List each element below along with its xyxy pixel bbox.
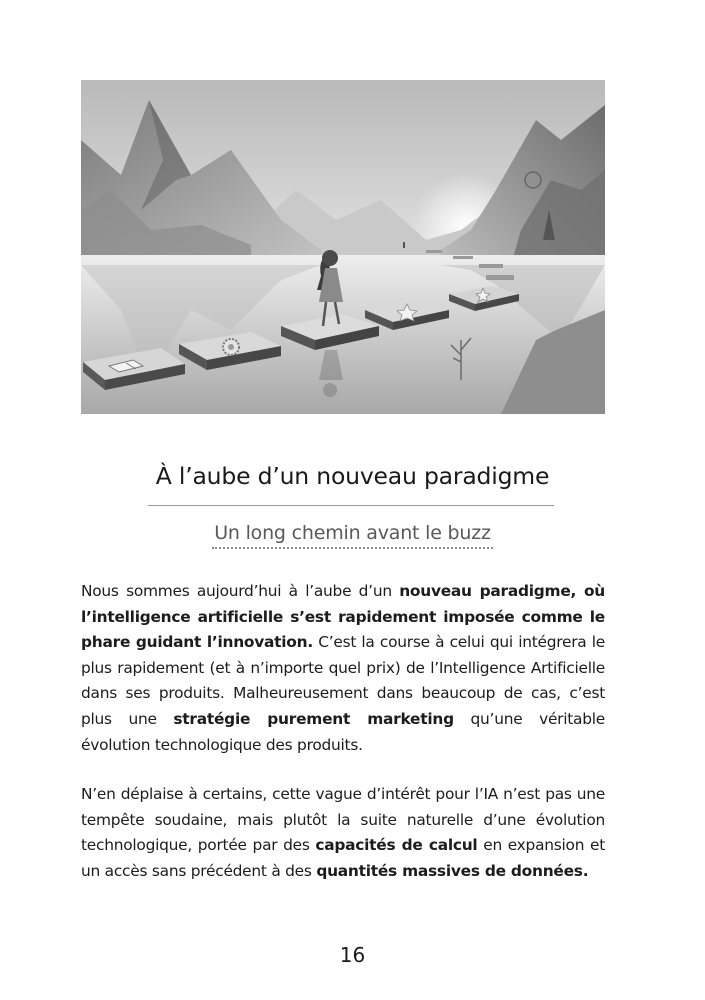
- body-paragraph-2: [81, 782, 605, 884]
- paragraph-text: qu’une véritable évolution technologique des produits.: [81, 709, 605, 754]
- chapter-title-underline: [148, 505, 554, 506]
- paragraph-text: en expansion et un accès sans précédent à des: [81, 836, 605, 880]
- emphasis-text: quantités massives de données.: [316, 861, 589, 880]
- emphasis-text: capacités de calcul: [315, 836, 478, 855]
- paragraph-text: Nous sommes aujourd’hui à l’aube d’un: [81, 582, 400, 600]
- landscape-illustration: [81, 80, 605, 414]
- paragraph-text: C’est la course à celui qui intégrera le plus rapidement (et à n’importe quel prix) de l’Intelligence Artificielle dans ses produits. Malheureusement dans beaucoup de cas, c’est plus une: [81, 633, 605, 728]
- page-number: 16: [339, 943, 366, 967]
- chapter-illustration: [81, 80, 605, 414]
- paragraph-text: N’en déplaise à certains, cette vague d’intérêt pour l’IA n’est pas une tempête soudaine, mais plutôt la suite naturelle d’une évolution technologique, portée par des: [81, 785, 605, 855]
- subtitle-container: [0, 522, 705, 549]
- gear-icon: [223, 339, 239, 355]
- chapter-title: À l’aube d’un nouveau paradigme: [155, 462, 550, 490]
- body-paragraph-1: [81, 579, 605, 758]
- chapter-subtitle: Un long chemin avant le buzz: [212, 522, 493, 549]
- emphasis-text: stratégie purement marketing: [173, 709, 454, 728]
- emphasis-text: nouveau paradigme, où l’intelligence artificielle s’est rapidement imposée comme le phare guidant l’innovation.: [81, 582, 605, 652]
